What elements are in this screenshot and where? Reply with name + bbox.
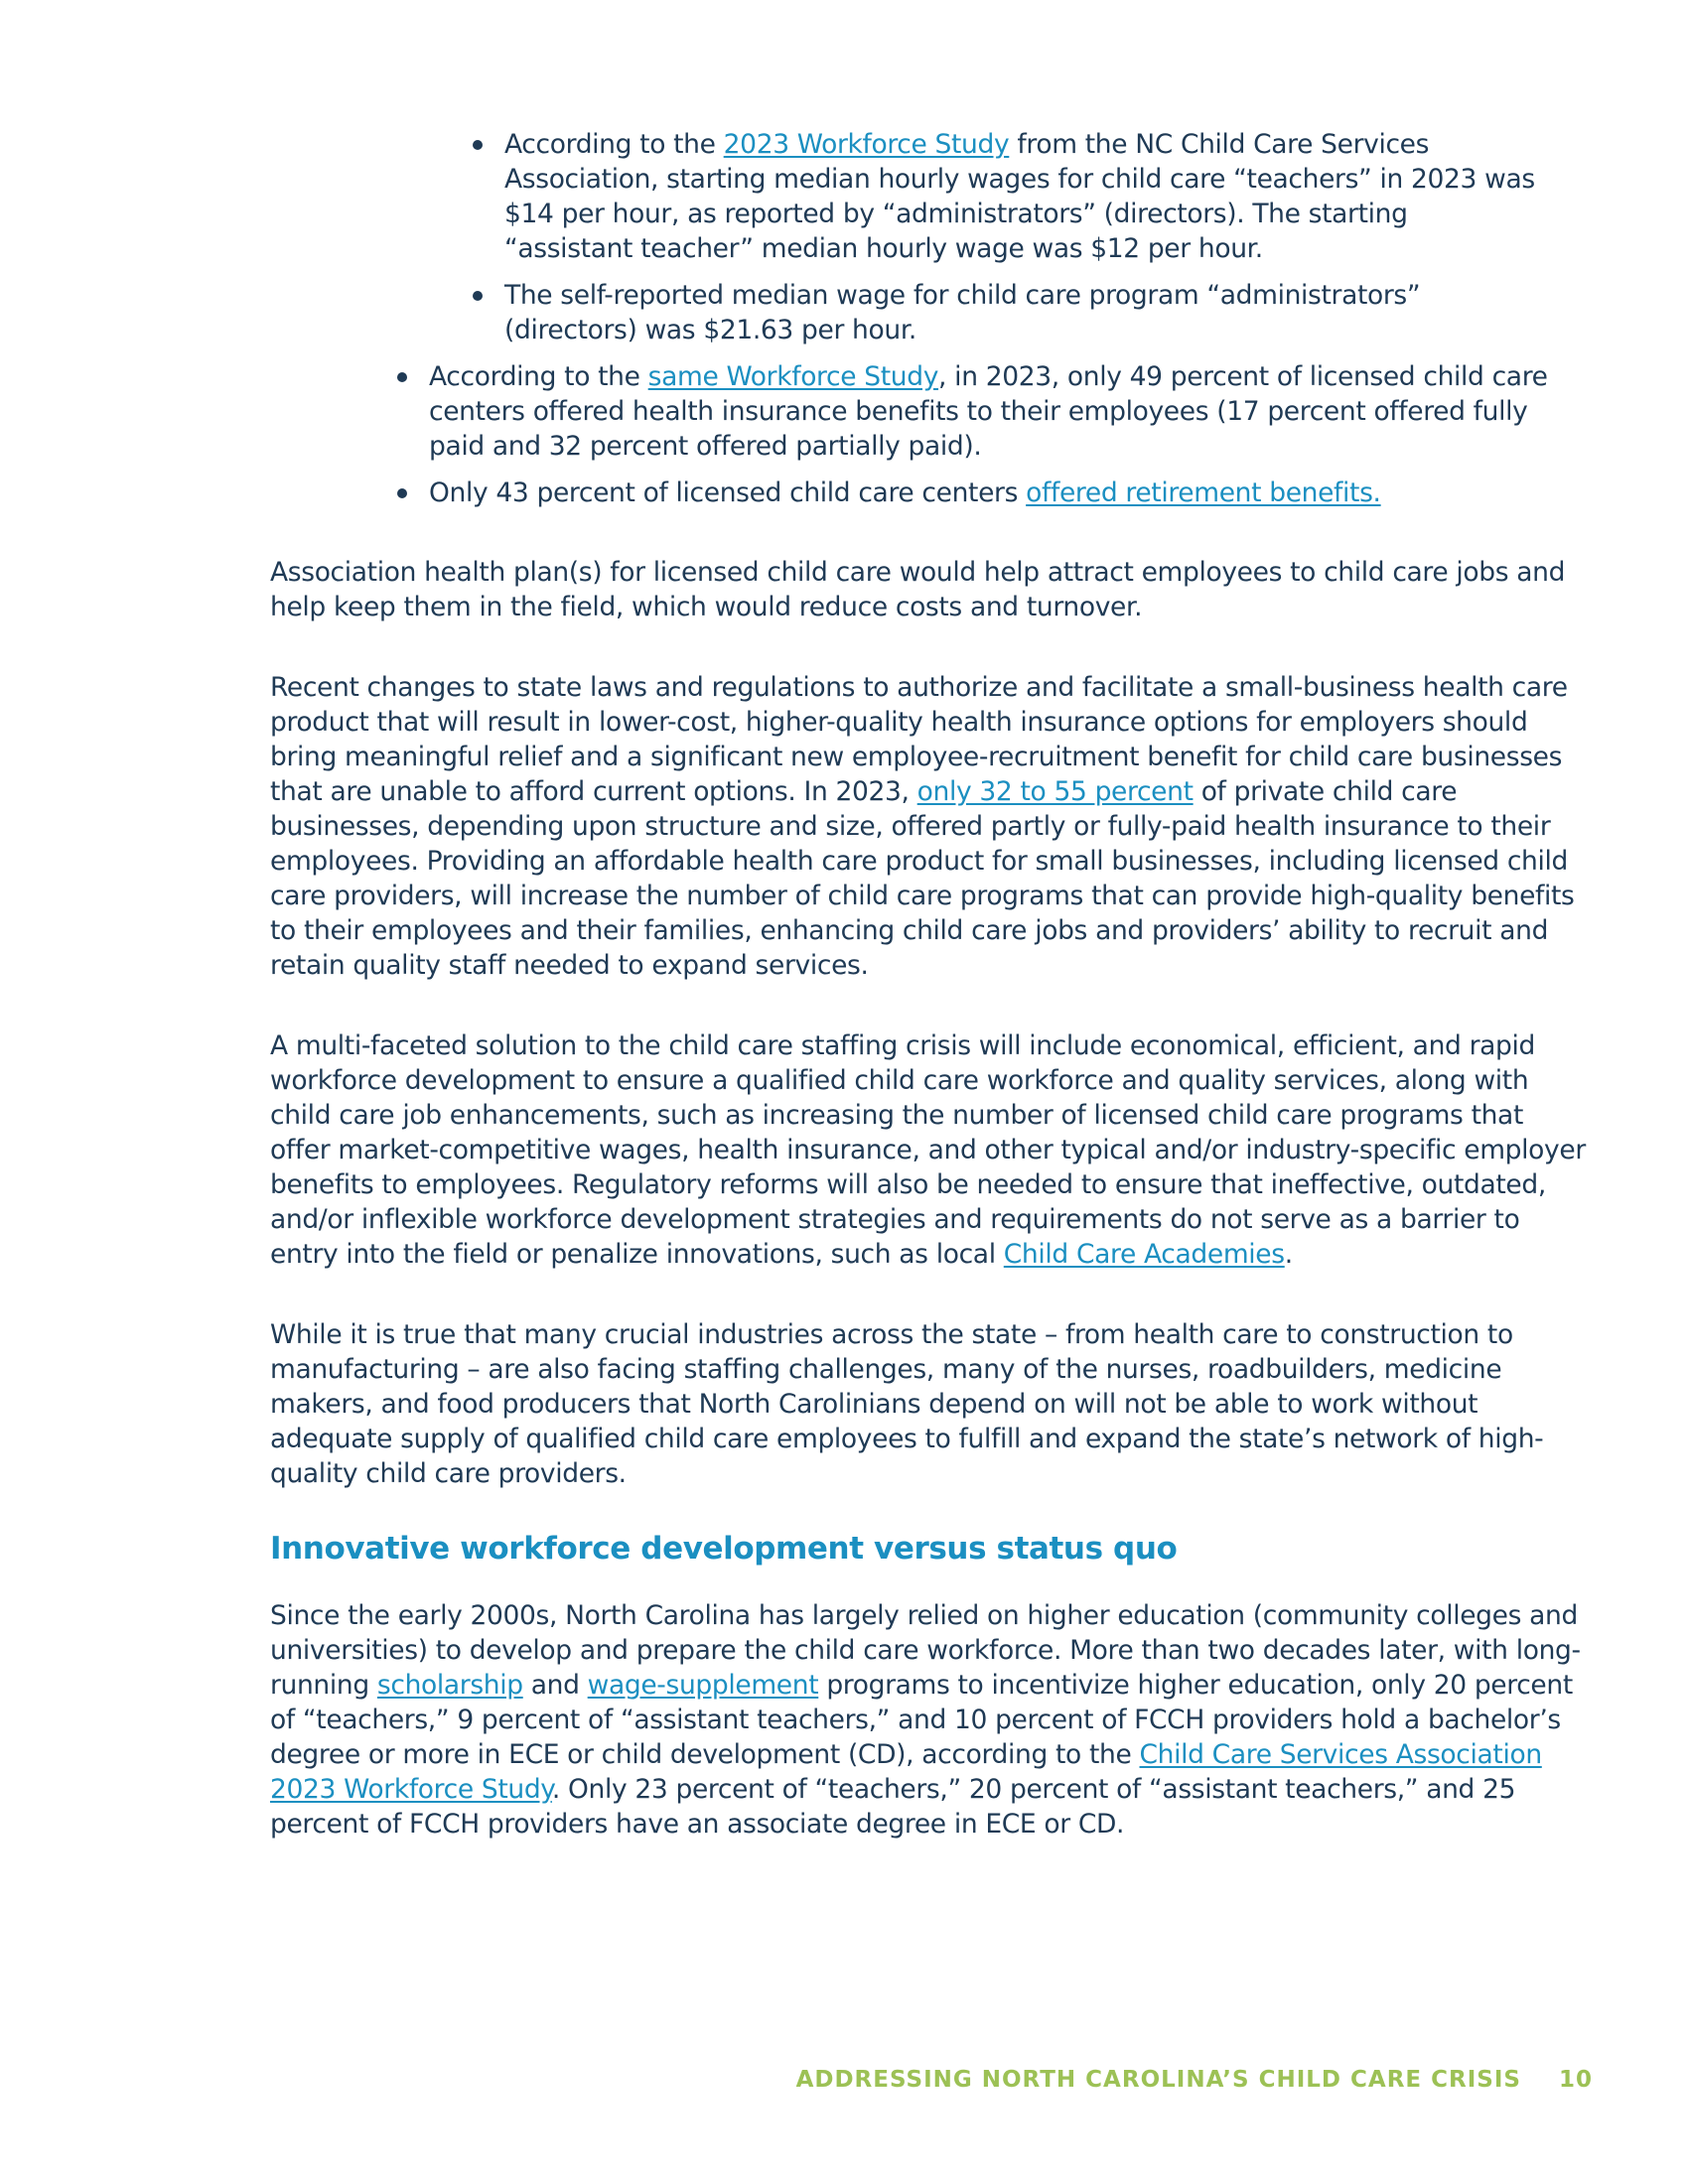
bullet-retirement	[429, 476, 1561, 510]
paragraph-small-business-health	[270, 670, 1591, 983]
spacer	[270, 510, 1591, 555]
bullet-health-insurance	[429, 359, 1561, 464]
page-number: 10	[1558, 2067, 1593, 2093]
page-footer	[796, 2067, 1593, 2093]
bullet-text: from the NC Child Care Services Association, starting median hourly wages for child care “teachers” in 2023 was $14 per hour, as reported by “administrators” (directors). The starting “assistant teacher” median hourly wage was $12 per hour.	[504, 129, 1535, 264]
spacer	[270, 464, 1591, 476]
paragraph-text: While it is true that many crucial industries across the state – from health care to construction to manufacturing – are also facing staffing challenges, many of the nurses, roadbuilders, medicine makers, and food producers that North Carolinians depend on will not be able to work without adequate supply of qualified child care employees to fulfill and expand the state’s network of high-quality child care providers.	[270, 1319, 1544, 1489]
paragraph-text: .	[1284, 1239, 1293, 1270]
page-content	[270, 127, 1591, 1842]
spacer	[270, 347, 1591, 359]
only-32-to-55-percent-link[interactable]: only 32 to 55 percent	[916, 776, 1194, 807]
paragraph-text: of private child care businesses, depending upon structure and size, offered partly or fully-paid health insurance to their employees. Providing an affordable health care product for small businesses, including licensed child care providers, will increase the number of child care programs that can provide high-quality benefits to their employees and their families, enhancing child care jobs and providers’ ability to recruit and retain quality staff needed to expand services.	[270, 776, 1575, 981]
paragraph-text: . Only 23 percent of “teachers,” 20 percent of “assistant teachers,” and 25 percent of FCCH providers have an associate degree in ECE or CD.	[270, 1774, 1516, 1840]
paragraph-text: Since the early 2000s, North Carolina has largely relied on higher education (community colleges and universities) to develop and prepare the child care workforce. More than two decades later, with long-running	[270, 1600, 1581, 1701]
paragraph-higher-education	[270, 1598, 1591, 1842]
paragraph-multi-faceted-solution	[270, 1028, 1591, 1272]
wage-supplement-link[interactable]: wage-supplement	[587, 1670, 819, 1701]
scholarship-link[interactable]: scholarship	[376, 1670, 523, 1701]
spacer	[270, 983, 1591, 1028]
retirement-benefits-link[interactable]: offered retirement benefits.	[1026, 478, 1381, 508]
paragraph-text: and	[522, 1670, 588, 1701]
footer-title: ADDRESSING NORTH CAROLINA’S CHILD CARE CRISIS	[795, 2067, 1521, 2093]
paragraph-industries	[270, 1317, 1591, 1491]
ccsa-workforce-study-link[interactable]: Child Care Services Association 2023 Workforce Study	[270, 1739, 1542, 1805]
bullet-text: According to the	[429, 361, 648, 392]
bullet-list	[270, 127, 1591, 510]
spacer	[270, 266, 1591, 278]
spacer	[270, 1272, 1591, 1317]
bullet-wages	[504, 127, 1537, 266]
bullet-text: The self-reported median wage for child care program “administrators” (directors) was $21.63 per hour.	[504, 280, 1421, 345]
workforce-study-link[interactable]: 2023 Workforce Study	[723, 129, 1010, 160]
paragraph-text: Recent changes to state laws and regulations to authorize and facilitate a small-business health care product that will result in lower-cost, higher-quality health insurance options for employers should bring meaningful relief and a significant new employee-recruitment benefit for child care businesses that are unable to afford current options. In 2023,	[270, 672, 1568, 807]
same-workforce-study-link[interactable]: same Workforce Study	[647, 361, 939, 392]
bullet-admin-wage	[504, 278, 1537, 347]
child-care-academies-link[interactable]: Child Care Academies	[1003, 1239, 1285, 1270]
spacer	[270, 624, 1591, 670]
spacer	[270, 1491, 1591, 1529]
bullet-text: According to the	[504, 129, 724, 160]
paragraph-text: A multi-faceted solution to the child care staffing crisis will include economical, efficient, and rapid workforce development to ensure a qualified child care workforce and quality services, along with child care job enhancements, such as increasing the number of licensed child care programs that offer market-competitive wages, health insurance, and other typical and/or industry-specific employer benefits to employees. Regulatory reforms will also be needed to ensure that ineffective, outdated, and/or inflexible workforce development strategies and requirements do not serve as a barrier to entry into the field or penalize innovations, such as local	[270, 1030, 1586, 1270]
paragraph-text: Association health plan(s) for licensed child care would help attract employees to child care jobs and help keep them in the field, which would reduce costs and turnover.	[270, 557, 1566, 622]
spacer	[270, 1569, 1591, 1598]
section-heading: Innovative workforce development versus status quo	[270, 1531, 1178, 1567]
bullet-text: , in 2023, only 49 percent of licensed child care centers offered health insurance benefits to their employees (17 percent offered fully paid and 32 percent offered partially paid).	[429, 361, 1548, 462]
paragraph-text: programs to incentivize higher education, only 20 percent of “teachers,” 9 percent of “assistant teachers,” and 10 percent of FCCH providers hold a bachelor’s degree or more in ECE or child development (CD), according to the	[270, 1670, 1573, 1770]
paragraph-association-health	[270, 555, 1591, 624]
bullet-text: Only 43 percent of licensed child care centers	[429, 478, 1027, 508]
